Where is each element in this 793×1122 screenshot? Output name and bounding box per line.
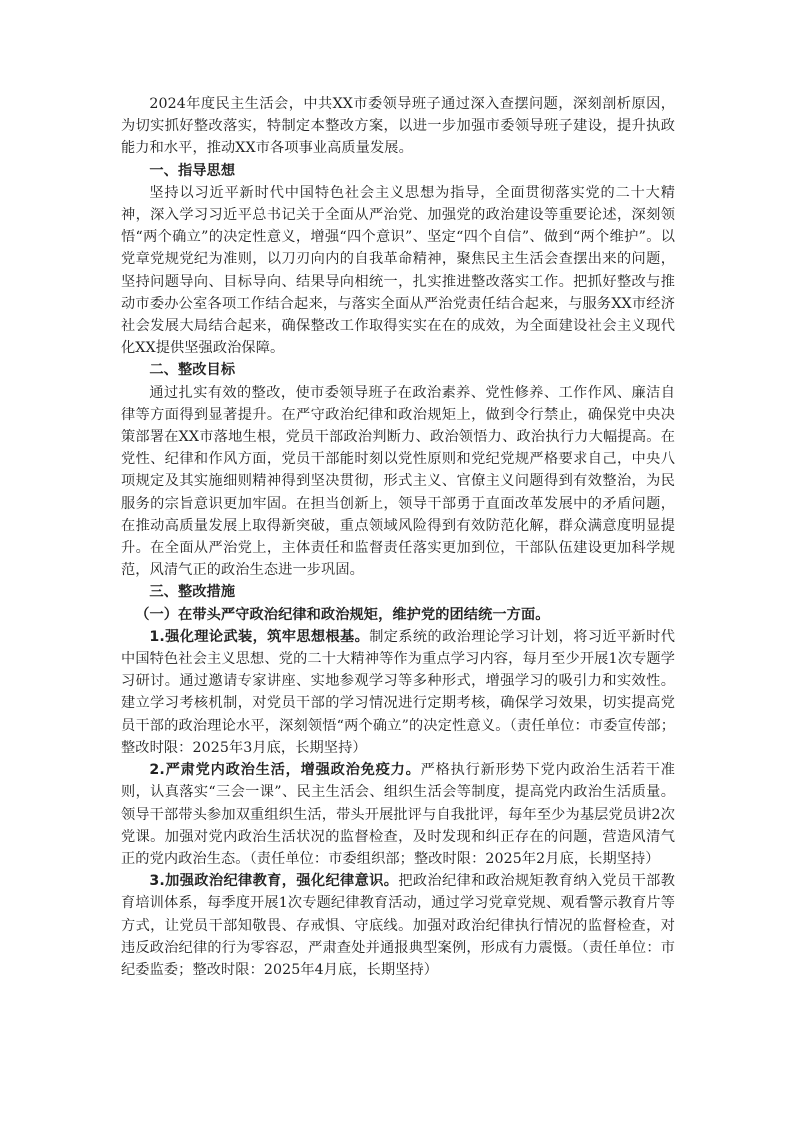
document-page (121, 93, 675, 981)
rectification-goals-paragraph: 通过扎实有效的整改，使市委领导班子在政治素养、党性修养、工作作风、廉洁自律等方面得到显著提升。在严守政治纪律和政治规矩上，做到令行禁止，确保党中央决策部署在XX市落地生根，党员干部政治判断力、政治领悟力、政治执行力大幅提高。在党性、纪律和作风方面，党员干部能时刻以党性原则和党纪党规严格要求自己，中央八项规定及其实施细则精神得到坚决贯彻，形式主义、官僚主义问题得到有效整治，为民服务的宗旨意识更加牢固。在担当创新上，领导干部勇于直面改革发展中的矛盾问题，在推动高质量发展上取得新突破，重点领域风险得到有效防范化解，群众满意度明显提升。在全面从严治党上，主体责任和监督责任落实更加到位，干部队伍建设更加科学规范，风清气正的政治生态进一步巩固。 (121, 384, 675, 579)
measure-item-2 (121, 759, 675, 870)
measure-item-3 (121, 870, 675, 981)
measure-item-2-lead: 2.严肃党内政治生活，增强政治免疫力。 (149, 762, 421, 779)
measure-item-1-text: 制定系统的政治理论学习计划，将习近平新时代中国特色社会主义思想、党的二十大精神等作为重点学习内容，每月至少开展1次专题学习研讨。通过邀请专家讲座、实地参观学习等多种形式，增强学习的吸引力和实效性。建立学习考核机制，对党员干部的学习情况进行定期考核，确保学习效果，切实提高党员干部的政治理论水平，深刻领悟“两个确立”的决定性意义。（责任单位：市委宣传部；整改时限：2025年3月底，长期坚持） (121, 628, 675, 756)
measures-subheading: （一）在带头严守政治纪律和政治规矩，维护党的团结统一方面。 (135, 606, 550, 623)
measure-item-3-text: 把政治纪律和政治规矩教育纳入党员干部教育培训体系，每季度开展1次专题纪律教育活动，通过学习党章党规、观看警示教育片等方式，让党员干部知敬畏、存戒惧、守底线。加强对政治纪律执行情况的监督检查，对违反政治纪律的行为零容忍，严肃查处并通报典型案例，形成有力震慑。（责任单位：市纪委监委；整改时限：2025年4月底，长期坚持） (121, 873, 676, 978)
measure-item-1-lead: 1.强化理论武装，筑牢思想根基。 (149, 628, 370, 645)
section-heading-guiding-ideology: 一、指导思想 (149, 162, 236, 179)
measure-item-2-text: 严格执行新形势下党内政治生活若干准则，认真落实“三会一课”、民主生活会、组织生活会等制度，提高党内政治生活质量。领导干部带头参加双重组织生活，带头开展批评与自我批评，每年至少为基层党员讲2次党课。加强对党内政治生活状况的监督检查，及时发现和纠正存在的问题，营造风清气正的党内政治生态。（责任单位：市委组织部；整改时限：2025年2月底，长期坚持） (121, 762, 675, 867)
section-heading-rectification-goals: 二、整改目标 (149, 362, 236, 379)
measure-item-1 (121, 626, 675, 759)
intro-paragraph: 2024年度民主生活会，中共XX市委领导班子通过深入查摆问题，深刻剖析原因，为切实抓好整改落实，特制定本整改方案，以进一步加强市委领导班子建设，提升执政能力和水平，推动XX市各项事业高质量发展。 (121, 96, 675, 157)
guiding-ideology-paragraph: 坚持以习近平新时代中国特色社会主义思想为指导，全面贯彻落实党的二十大精神，深入学习习近平总书记关于全面从严治党、加强党的政治建设等重要论述，深刻领悟“两个确立”的决定性意义，增强“四个意识”、坚定“四个自信”、做到“两个维护”。以党章党规党纪为准则，以刀刃向内的自我革命精神，聚焦民主生活会查摆出来的问题，坚持问题导向、目标导向、结果导向相统一，扎实推进整改落实工作。把抓好整改与推动市委办公室各项工作结合起来，与落实全面从严治党责任结合起来，与服务XX市经济社会发展大局结合起来，确保整改工作取得实实在在的成效，为全面建设社会主义现代化XX提供坚强政治保障。 (121, 184, 675, 357)
section-heading-rectification-measures: 三、整改措施 (149, 584, 236, 601)
measure-item-3-lead: 3.加强政治纪律教育，强化纪律意识。 (149, 873, 399, 890)
